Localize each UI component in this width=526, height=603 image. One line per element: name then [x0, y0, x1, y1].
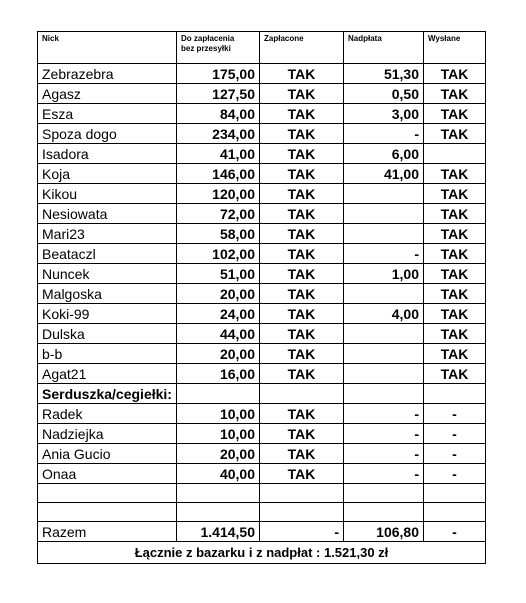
overpay-cell: -: [344, 244, 424, 264]
table-row: [38, 64, 486, 84]
sent-cell: TAK: [424, 184, 486, 204]
table-row: [38, 104, 486, 124]
sent-cell: TAK: [424, 324, 486, 344]
nick-cell: Nuncek: [38, 264, 177, 284]
nick-cell: b-b: [38, 344, 177, 364]
nick-cell: Spoza dogo: [38, 124, 177, 144]
sent-cell: -: [424, 464, 486, 484]
table-row: [38, 184, 486, 204]
overpay-cell: -: [344, 424, 424, 444]
due-cell: 24,00: [177, 304, 260, 324]
header-sent: Wysłane: [424, 32, 486, 64]
paid-cell: TAK: [260, 84, 344, 104]
nick-cell: Isadora: [38, 144, 177, 164]
header-due: [177, 32, 260, 64]
section-title: Serduszka/cegiełki:: [38, 384, 177, 404]
sent-cell: TAK: [424, 304, 486, 324]
nick-cell: Koja: [38, 164, 177, 184]
due-cell: 175,00: [177, 64, 260, 84]
empty-cell: [344, 384, 424, 404]
total-due: 1.414,50: [177, 522, 260, 542]
sent-cell: TAK: [424, 284, 486, 304]
paid-cell: TAK: [260, 444, 344, 464]
empty-cell: [177, 384, 260, 404]
nick-cell: Malgoska: [38, 284, 177, 304]
empty-cell: [424, 503, 486, 522]
paid-cell: TAK: [260, 424, 344, 444]
sent-cell: -: [424, 424, 486, 444]
grand-total-row: [38, 542, 486, 564]
overpay-cell: [344, 184, 424, 204]
table-row: [38, 324, 486, 344]
total-row: [38, 522, 486, 542]
table-row: [38, 344, 486, 364]
nick-cell: Koki-99: [38, 304, 177, 324]
sent-cell: TAK: [424, 124, 486, 144]
nick-cell: Nesiowata: [38, 204, 177, 224]
blank-row: [38, 503, 486, 522]
sent-cell: TAK: [424, 164, 486, 184]
overpay-cell: [344, 224, 424, 244]
nick-cell: Nadziejka: [38, 424, 177, 444]
overpay-cell: -: [344, 404, 424, 424]
paid-cell: TAK: [260, 244, 344, 264]
table-row: [38, 144, 486, 164]
table-row: [38, 364, 486, 384]
overpay-cell: [344, 204, 424, 224]
sent-cell: TAK: [424, 364, 486, 384]
paid-cell: TAK: [260, 164, 344, 184]
due-cell: 40,00: [177, 464, 260, 484]
table-row: [38, 164, 486, 184]
header-row: [38, 32, 486, 64]
sent-cell: TAK: [424, 344, 486, 364]
total-paid: -: [260, 522, 344, 542]
sent-cell: TAK: [424, 64, 486, 84]
due-cell: 84,00: [177, 104, 260, 124]
sent-cell: -: [424, 404, 486, 424]
paid-cell: TAK: [260, 284, 344, 304]
nick-cell: Agasz: [38, 84, 177, 104]
table-row: [38, 464, 486, 484]
table-row: [38, 244, 486, 264]
paid-cell: TAK: [260, 204, 344, 224]
sent-cell: TAK: [424, 224, 486, 244]
paid-cell: TAK: [260, 64, 344, 84]
paid-cell: TAK: [260, 464, 344, 484]
sent-cell: TAK: [424, 264, 486, 284]
due-cell: 146,00: [177, 164, 260, 184]
due-cell: 20,00: [177, 284, 260, 304]
sent-cell: TAK: [424, 104, 486, 124]
overpay-cell: [344, 364, 424, 384]
blank-row: [38, 484, 486, 503]
due-cell: 10,00: [177, 424, 260, 444]
due-cell: 10,00: [177, 404, 260, 424]
overpay-cell: 4,00: [344, 304, 424, 324]
nick-cell: Beataczl: [38, 244, 177, 264]
empty-cell: [424, 484, 486, 503]
empty-cell: [177, 484, 260, 503]
nick-cell: Zebrazebra: [38, 64, 177, 84]
paid-cell: TAK: [260, 304, 344, 324]
paid-cell: TAK: [260, 344, 344, 364]
overpay-cell: 41,00: [344, 164, 424, 184]
empty-cell: [38, 484, 177, 503]
section-row: [38, 384, 486, 404]
overpay-cell: -: [344, 444, 424, 464]
payments-table: [37, 31, 486, 564]
overpay-cell: 6,00: [344, 144, 424, 164]
nick-cell: Dulska: [38, 324, 177, 344]
paid-cell: TAK: [260, 224, 344, 244]
grand-total: Łącznie z bazarku i z nadpłat : 1.521,30 zł: [38, 542, 486, 564]
sent-cell: TAK: [424, 204, 486, 224]
empty-cell: [38, 503, 177, 522]
due-cell: 127,50: [177, 84, 260, 104]
sent-cell: TAK: [424, 84, 486, 104]
overpay-cell: -: [344, 464, 424, 484]
nick-cell: Radek: [38, 404, 177, 424]
overpay-cell: [344, 324, 424, 344]
header-due-line1: Do zapłacenia: [181, 34, 235, 43]
total-label: Razem: [38, 522, 177, 542]
nick-cell: Onaa: [38, 464, 177, 484]
header-paid: Zapłacone: [260, 32, 344, 64]
header-overpay: Nadpłata: [344, 32, 424, 64]
table-row: [38, 264, 486, 284]
due-cell: 20,00: [177, 344, 260, 364]
nick-cell: Esza: [38, 104, 177, 124]
overpay-cell: [344, 284, 424, 304]
empty-cell: [260, 484, 344, 503]
due-cell: 120,00: [177, 184, 260, 204]
due-cell: 16,00: [177, 364, 260, 384]
paid-cell: TAK: [260, 264, 344, 284]
empty-cell: [344, 484, 424, 503]
table-row: [38, 444, 486, 464]
nick-cell: Agat21: [38, 364, 177, 384]
empty-cell: [344, 503, 424, 522]
table-row: [38, 224, 486, 244]
due-cell: 41,00: [177, 144, 260, 164]
paid-cell: TAK: [260, 184, 344, 204]
table-row: [38, 124, 486, 144]
nick-cell: Ania Gucio: [38, 444, 177, 464]
overpay-cell: 0,50: [344, 84, 424, 104]
total-overpay: 106,80: [344, 522, 424, 542]
header-nick: Nick: [38, 32, 177, 64]
sent-cell: -: [424, 444, 486, 464]
due-cell: 234,00: [177, 124, 260, 144]
overpay-cell: [344, 344, 424, 364]
table-row: [38, 304, 486, 324]
due-cell: 51,00: [177, 264, 260, 284]
empty-cell: [260, 503, 344, 522]
table-row: [38, 424, 486, 444]
overpay-cell: 51,30: [344, 64, 424, 84]
header-due-line2: bez przesyłki: [181, 44, 231, 53]
due-cell: 20,00: [177, 444, 260, 464]
due-cell: 102,00: [177, 244, 260, 264]
nick-cell: Mari23: [38, 224, 177, 244]
due-cell: 44,00: [177, 324, 260, 344]
paid-cell: TAK: [260, 144, 344, 164]
empty-cell: [424, 384, 486, 404]
nick-cell: Kikou: [38, 184, 177, 204]
sent-cell: TAK: [424, 244, 486, 264]
table-row: [38, 84, 486, 104]
empty-cell: [260, 384, 344, 404]
paid-cell: TAK: [260, 124, 344, 144]
table-row: [38, 204, 486, 224]
overpay-cell: -: [344, 124, 424, 144]
table-row: [38, 284, 486, 304]
paid-cell: TAK: [260, 104, 344, 124]
paid-cell: TAK: [260, 404, 344, 424]
sent-cell: [424, 144, 486, 164]
empty-cell: [177, 503, 260, 522]
overpay-cell: 1,00: [344, 264, 424, 284]
table-row: [38, 404, 486, 424]
paid-cell: TAK: [260, 324, 344, 344]
due-cell: 72,00: [177, 204, 260, 224]
overpay-cell: 3,00: [344, 104, 424, 124]
paid-cell: TAK: [260, 364, 344, 384]
total-sent: -: [424, 522, 486, 542]
due-cell: 58,00: [177, 224, 260, 244]
